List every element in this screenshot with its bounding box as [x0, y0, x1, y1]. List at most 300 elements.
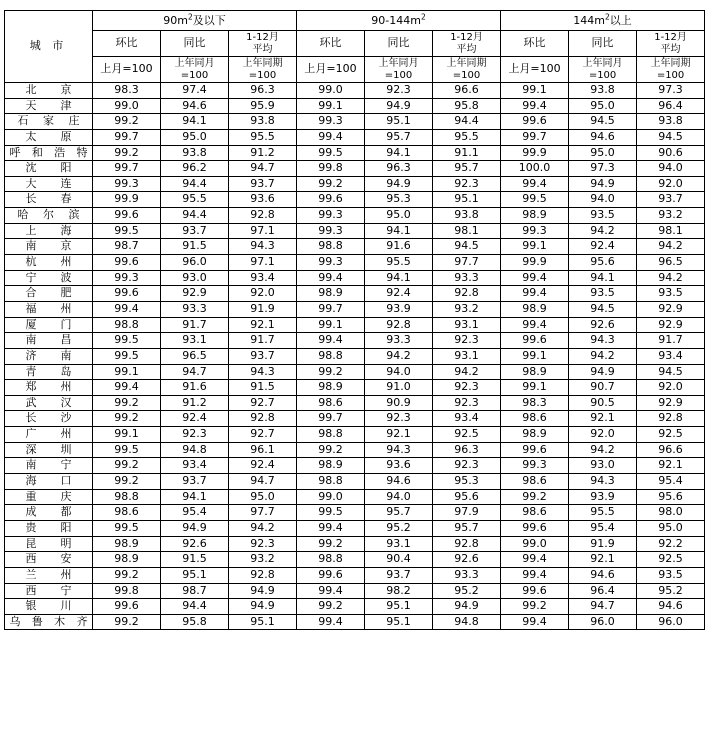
value-cell: 93.9 [365, 301, 433, 317]
value-cell: 99.6 [93, 599, 161, 615]
value-cell: 99.0 [297, 489, 365, 505]
value-cell: 94.6 [569, 567, 637, 583]
value-cell: 99.2 [93, 114, 161, 130]
value-cell: 94.2 [569, 442, 637, 458]
value-cell: 98.1 [433, 223, 501, 239]
value-cell: 93.1 [365, 536, 433, 552]
value-cell: 92.5 [637, 552, 705, 568]
value-cell: 92.8 [637, 411, 705, 427]
city-name-cell [5, 270, 93, 286]
city-name: 郑 州 [25, 380, 72, 394]
value-cell: 94.0 [365, 489, 433, 505]
measure-header-2-2: 1-12月 平均 [637, 31, 705, 57]
city-name-cell [5, 239, 93, 255]
value-cell: 98.8 [93, 489, 161, 505]
value-cell: 93.7 [161, 474, 229, 490]
value-cell: 99.5 [93, 520, 161, 536]
value-cell: 98.8 [297, 348, 365, 364]
measure-header-2-1: 同比 [569, 31, 637, 57]
city-name: 银 川 [25, 599, 72, 613]
table-body [5, 83, 705, 630]
value-cell: 93.0 [569, 458, 637, 474]
value-cell: 99.6 [93, 286, 161, 302]
value-cell: 94.8 [433, 614, 501, 630]
value-cell: 99.1 [93, 427, 161, 443]
value-cell: 99.4 [501, 286, 569, 302]
value-cell: 92.1 [365, 427, 433, 443]
value-cell: 94.0 [569, 192, 637, 208]
value-cell: 99.5 [93, 333, 161, 349]
city-name-cell [5, 364, 93, 380]
value-cell: 96.1 [229, 442, 297, 458]
table-head [5, 11, 705, 83]
table-row [5, 583, 705, 599]
value-cell: 95.4 [569, 520, 637, 536]
value-cell: 94.1 [365, 270, 433, 286]
value-cell: 90.7 [569, 380, 637, 396]
table-row [5, 364, 705, 380]
value-cell: 91.7 [161, 317, 229, 333]
city-name: 上 海 [25, 223, 72, 237]
value-cell: 94.7 [569, 599, 637, 615]
value-cell: 92.7 [229, 427, 297, 443]
value-cell: 90.5 [569, 395, 637, 411]
value-cell: 99.6 [501, 583, 569, 599]
value-cell: 99.9 [501, 255, 569, 271]
value-cell: 94.9 [569, 364, 637, 380]
value-cell: 99.7 [93, 161, 161, 177]
value-cell: 94.7 [229, 161, 297, 177]
value-cell: 95.7 [365, 129, 433, 145]
value-cell: 99.2 [93, 474, 161, 490]
measure-header-0-2: 1-12月 平均 [229, 31, 297, 57]
value-cell: 93.7 [229, 348, 297, 364]
value-cell: 94.9 [365, 98, 433, 114]
city-name: 长 沙 [25, 411, 72, 425]
value-cell: 99.6 [501, 114, 569, 130]
value-cell: 99.1 [297, 317, 365, 333]
value-cell: 99.6 [501, 333, 569, 349]
value-cell: 94.5 [569, 301, 637, 317]
measure-header-1-1: 同比 [365, 31, 433, 57]
value-cell: 99.3 [297, 223, 365, 239]
table-row [5, 239, 705, 255]
value-cell: 95.8 [161, 614, 229, 630]
base-header-2-1: 上年同月 =100 [569, 57, 637, 83]
city-name: 石 家 庄 [17, 114, 80, 128]
table-row [5, 442, 705, 458]
value-cell: 97.3 [569, 161, 637, 177]
table-row [5, 614, 705, 630]
city-name: 南 京 [25, 239, 72, 253]
value-cell: 99.0 [297, 83, 365, 99]
value-cell: 96.4 [637, 98, 705, 114]
value-cell: 94.3 [229, 239, 297, 255]
value-cell: 95.5 [433, 129, 501, 145]
city-name-cell [5, 583, 93, 599]
value-cell: 99.1 [501, 380, 569, 396]
value-cell: 94.6 [569, 129, 637, 145]
table-row [5, 176, 705, 192]
value-cell: 92.3 [365, 411, 433, 427]
value-cell: 94.1 [569, 270, 637, 286]
table-row [5, 411, 705, 427]
value-cell: 92.3 [433, 458, 501, 474]
value-cell: 98.9 [501, 364, 569, 380]
city-name: 贵 阳 [25, 520, 72, 534]
table-row [5, 98, 705, 114]
value-cell: 94.3 [229, 364, 297, 380]
city-name: 合 肥 [25, 286, 72, 300]
table-row [5, 223, 705, 239]
value-cell: 91.6 [365, 239, 433, 255]
city-name-cell [5, 255, 93, 271]
value-cell: 90.9 [365, 395, 433, 411]
table-row [5, 114, 705, 130]
value-cell: 98.8 [297, 239, 365, 255]
value-cell: 90.6 [637, 145, 705, 161]
value-cell: 94.9 [229, 583, 297, 599]
table-row [5, 458, 705, 474]
value-cell: 99.9 [501, 145, 569, 161]
value-cell: 99.5 [93, 442, 161, 458]
value-cell: 99.1 [501, 348, 569, 364]
value-cell: 95.0 [569, 98, 637, 114]
value-cell: 98.7 [161, 583, 229, 599]
table-row [5, 489, 705, 505]
value-cell: 94.4 [433, 114, 501, 130]
value-cell: 98.9 [297, 458, 365, 474]
city-name: 呼和浩特 [9, 145, 88, 159]
city-name: 海 口 [25, 474, 72, 488]
group-label-main-1: 90-144m [371, 14, 421, 27]
group-label-main-2: 144m [573, 14, 606, 27]
value-cell: 95.7 [365, 505, 433, 521]
value-cell: 94.4 [161, 599, 229, 615]
value-cell: 95.0 [161, 129, 229, 145]
value-cell: 93.5 [569, 208, 637, 224]
value-cell: 91.1 [433, 145, 501, 161]
value-cell: 95.0 [569, 145, 637, 161]
value-cell: 92.1 [569, 411, 637, 427]
value-cell: 98.9 [297, 380, 365, 396]
value-cell: 92.1 [637, 458, 705, 474]
value-cell: 95.3 [365, 192, 433, 208]
value-cell: 99.7 [93, 129, 161, 145]
city-name: 北 京 [25, 83, 72, 96]
measure-header-1-2: 1-12月 平均 [433, 31, 501, 57]
value-cell: 99.2 [501, 599, 569, 615]
value-cell: 92.6 [161, 536, 229, 552]
value-cell: 96.0 [161, 255, 229, 271]
value-cell: 99.5 [297, 505, 365, 521]
table-row [5, 552, 705, 568]
value-cell: 99.3 [93, 270, 161, 286]
value-cell: 92.5 [637, 427, 705, 443]
value-cell: 99.6 [93, 255, 161, 271]
value-cell: 92.6 [433, 552, 501, 568]
table-row [5, 208, 705, 224]
city-name: 南 宁 [25, 458, 72, 472]
value-cell: 96.2 [161, 161, 229, 177]
base-header-0-2: 上年同期 =100 [229, 57, 297, 83]
value-cell: 91.6 [161, 380, 229, 396]
value-cell: 98.8 [297, 552, 365, 568]
value-cell: 97.4 [161, 83, 229, 99]
value-cell: 94.5 [569, 114, 637, 130]
value-cell: 95.5 [365, 255, 433, 271]
value-cell: 96.3 [229, 83, 297, 99]
value-cell: 93.1 [433, 348, 501, 364]
city-name: 大 连 [25, 176, 72, 190]
city-name: 宁 波 [25, 270, 72, 284]
value-cell: 99.5 [501, 192, 569, 208]
value-cell: 99.5 [93, 223, 161, 239]
value-cell: 99.3 [297, 208, 365, 224]
value-cell: 98.0 [637, 505, 705, 521]
value-cell: 95.3 [433, 474, 501, 490]
table-row [5, 129, 705, 145]
value-cell: 95.6 [637, 489, 705, 505]
value-cell: 98.1 [637, 223, 705, 239]
value-cell: 92.9 [637, 301, 705, 317]
value-cell: 95.6 [433, 489, 501, 505]
value-cell: 92.3 [433, 380, 501, 396]
city-name-cell [5, 98, 93, 114]
value-cell: 91.5 [161, 552, 229, 568]
value-cell: 99.6 [297, 192, 365, 208]
value-cell: 98.3 [93, 83, 161, 99]
value-cell: 92.3 [433, 176, 501, 192]
value-cell: 95.1 [433, 192, 501, 208]
value-cell: 94.9 [433, 599, 501, 615]
value-cell: 93.2 [229, 552, 297, 568]
city-name-cell [5, 395, 93, 411]
city-name-cell [5, 520, 93, 536]
value-cell: 94.2 [569, 348, 637, 364]
city-name: 杭 州 [25, 255, 72, 269]
value-cell: 99.4 [93, 301, 161, 317]
measure-header-2-0: 环比 [501, 31, 569, 57]
table-row [5, 474, 705, 490]
value-cell: 94.9 [569, 176, 637, 192]
table-row [5, 505, 705, 521]
value-cell: 99.2 [297, 599, 365, 615]
city-name-cell [5, 411, 93, 427]
city-name-cell [5, 145, 93, 161]
value-cell: 99.2 [93, 411, 161, 427]
value-cell: 95.9 [229, 98, 297, 114]
value-cell: 93.5 [569, 286, 637, 302]
city-name-cell [5, 223, 93, 239]
value-cell: 98.6 [501, 411, 569, 427]
table-row [5, 427, 705, 443]
value-cell: 94.5 [637, 129, 705, 145]
value-cell: 99.3 [501, 458, 569, 474]
value-cell: 93.7 [229, 176, 297, 192]
city-name-cell [5, 348, 93, 364]
table-row [5, 192, 705, 208]
value-cell: 99.3 [501, 223, 569, 239]
measure-header-0-0: 环比 [93, 31, 161, 57]
value-cell: 93.7 [365, 567, 433, 583]
value-cell: 94.5 [433, 239, 501, 255]
value-cell: 99.6 [93, 208, 161, 224]
measure-header-row [5, 31, 705, 57]
base-header-1-2: 上年同期 =100 [433, 57, 501, 83]
city-name: 昆 明 [25, 536, 72, 550]
city-name-cell [5, 552, 93, 568]
value-cell: 95.4 [637, 474, 705, 490]
table-row [5, 161, 705, 177]
value-cell: 94.3 [569, 474, 637, 490]
value-cell: 93.3 [365, 333, 433, 349]
table-row [5, 520, 705, 536]
value-cell: 99.3 [93, 176, 161, 192]
table-row [5, 255, 705, 271]
base-header-0-1: 上年同月 =100 [161, 57, 229, 83]
value-cell: 99.4 [501, 317, 569, 333]
value-cell: 99.2 [93, 567, 161, 583]
value-cell: 97.3 [637, 83, 705, 99]
city-column-header: 城 市 [5, 11, 93, 83]
value-cell: 91.5 [229, 380, 297, 396]
city-name: 哈 尔 滨 [17, 208, 80, 222]
value-cell: 93.4 [433, 411, 501, 427]
value-cell: 94.6 [637, 599, 705, 615]
value-cell: 92.6 [569, 317, 637, 333]
value-cell: 92.0 [637, 380, 705, 396]
value-cell: 95.1 [229, 614, 297, 630]
value-cell: 92.8 [229, 567, 297, 583]
value-cell: 97.9 [433, 505, 501, 521]
value-cell: 94.4 [161, 176, 229, 192]
value-cell: 95.1 [365, 114, 433, 130]
value-cell: 98.9 [93, 536, 161, 552]
value-cell: 94.6 [365, 474, 433, 490]
table-row [5, 536, 705, 552]
value-cell: 94.2 [433, 364, 501, 380]
value-cell: 99.0 [501, 536, 569, 552]
city-name: 成 都 [25, 505, 72, 519]
value-cell: 98.9 [501, 301, 569, 317]
value-cell: 99.7 [501, 129, 569, 145]
group-label-sup-0: 2 [187, 12, 193, 22]
group-header-0 [93, 11, 297, 31]
value-cell: 92.8 [433, 286, 501, 302]
value-cell: 95.5 [229, 129, 297, 145]
value-cell: 99.8 [297, 161, 365, 177]
value-cell: 94.2 [637, 239, 705, 255]
price-index-table [4, 10, 705, 630]
value-cell: 95.2 [433, 583, 501, 599]
value-cell: 92.5 [433, 427, 501, 443]
value-cell: 95.8 [433, 98, 501, 114]
value-cell: 94.4 [161, 208, 229, 224]
value-cell: 99.6 [297, 567, 365, 583]
value-cell: 98.9 [297, 286, 365, 302]
value-cell: 93.4 [637, 348, 705, 364]
value-cell: 92.2 [637, 536, 705, 552]
value-cell: 92.4 [365, 286, 433, 302]
value-cell: 96.0 [637, 614, 705, 630]
value-cell: 96.5 [637, 255, 705, 271]
city-name: 乌鲁木齐 [9, 614, 88, 628]
group-label-main-0: 90m [163, 14, 188, 27]
value-cell: 99.4 [501, 567, 569, 583]
value-cell: 97.7 [433, 255, 501, 271]
city-name-cell [5, 474, 93, 490]
table-row [5, 270, 705, 286]
value-cell: 99.2 [501, 489, 569, 505]
value-cell: 99.1 [297, 98, 365, 114]
value-cell: 95.2 [637, 583, 705, 599]
table-row [5, 145, 705, 161]
city-name: 深 圳 [25, 442, 72, 456]
value-cell: 92.9 [637, 317, 705, 333]
value-cell: 95.2 [365, 520, 433, 536]
group-label-tail-2: 以上 [609, 14, 632, 27]
value-cell: 99.2 [297, 442, 365, 458]
value-cell: 92.0 [637, 176, 705, 192]
value-cell: 94.1 [365, 145, 433, 161]
value-cell: 98.7 [93, 239, 161, 255]
city-name-cell [5, 301, 93, 317]
city-name-cell [5, 599, 93, 615]
city-name: 济 南 [25, 348, 72, 362]
value-cell: 91.7 [637, 333, 705, 349]
table-row [5, 380, 705, 396]
table-row [5, 599, 705, 615]
value-cell: 91.2 [161, 395, 229, 411]
value-cell: 99.3 [297, 255, 365, 271]
value-cell: 99.8 [93, 583, 161, 599]
value-cell: 94.1 [365, 223, 433, 239]
value-cell: 99.2 [297, 176, 365, 192]
value-cell: 99.4 [297, 614, 365, 630]
value-cell: 99.6 [501, 442, 569, 458]
city-name: 青 岛 [25, 364, 72, 378]
city-name: 武 汉 [25, 395, 72, 409]
value-cell: 95.5 [569, 505, 637, 521]
value-cell: 99.1 [501, 83, 569, 99]
value-cell: 99.5 [93, 348, 161, 364]
value-cell: 97.1 [229, 255, 297, 271]
value-cell: 93.4 [161, 458, 229, 474]
value-cell: 99.4 [297, 520, 365, 536]
value-cell: 94.0 [365, 364, 433, 380]
value-cell: 93.6 [365, 458, 433, 474]
city-name: 兰 州 [25, 567, 72, 581]
value-cell: 99.9 [93, 192, 161, 208]
value-cell: 93.4 [229, 270, 297, 286]
value-cell: 91.5 [161, 239, 229, 255]
value-cell: 94.9 [365, 176, 433, 192]
city-name-cell [5, 83, 93, 99]
value-cell: 99.4 [297, 583, 365, 599]
value-cell: 94.7 [161, 364, 229, 380]
city-name-cell [5, 317, 93, 333]
city-name: 西 宁 [25, 583, 72, 597]
value-cell: 98.8 [93, 317, 161, 333]
city-name-cell [5, 129, 93, 145]
value-cell: 95.0 [229, 489, 297, 505]
value-cell: 93.2 [433, 301, 501, 317]
value-cell: 95.1 [365, 614, 433, 630]
value-cell: 99.1 [501, 239, 569, 255]
value-cell: 99.4 [501, 614, 569, 630]
value-cell: 91.7 [229, 333, 297, 349]
